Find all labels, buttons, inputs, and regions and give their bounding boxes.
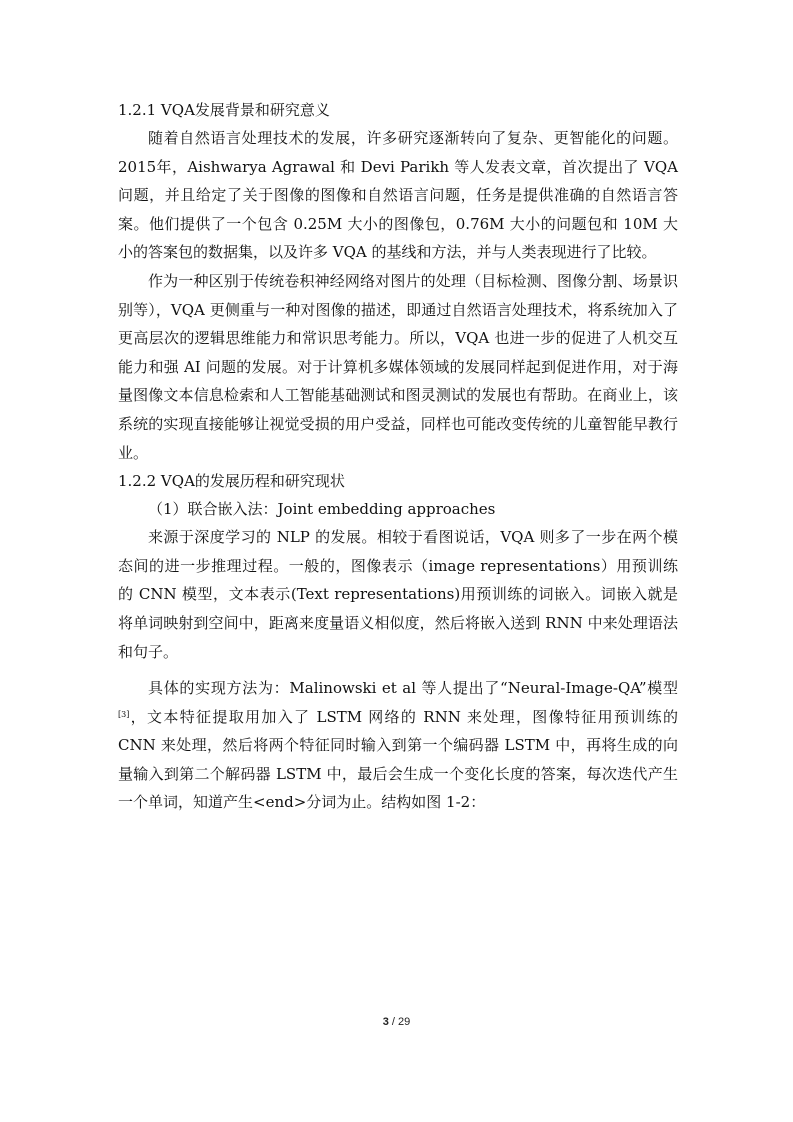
paragraph-gap xyxy=(118,666,678,674)
section-heading-1-2-1: 1.2.1 VQA发展背景和研究意义 xyxy=(118,101,330,119)
paragraph-implementation-lead: 具体的实现方法为：Malinowski et al 等人提出了“Neural-Image-QA”模型 xyxy=(148,679,678,698)
section-heading-1-2-2: 1.2.2 VQA的发展历程和研究现状 xyxy=(118,472,345,491)
current-page-number: 3 xyxy=(382,1016,389,1028)
paragraph-implementation xyxy=(118,674,678,817)
paragraph-joint-embedding: 来源于深度学习的 NLP 的发展。相较于看图说话，VQA 则多了一步在两个模态间的进一步推理过程。一般的，图像表示（image representations）用预训练的 CNN 模型，文本表示(Text representations)用预训练的词嵌入。词嵌入就是将单词映射到空间中，距离来度量语义相似度，然后将嵌入送到 RNN 中来处理语法和句子。 xyxy=(118,528,678,661)
paragraph-background-1: 随着自然语言处理技术的发展，许多研究逐渐转向了复杂、更智能化的问题。2015年，Aishwarya Agrawal 和 Devi Parikh 等人发表文章，首次提出了 VQA 问题，并且给定了关于图像的图像和自然语言问题，任务是提供准确的自然语言答案。他们提供了一个包含 0.25M 大小的图像包，0.76M 大小的问题包和 10M 大小的答案包的数据集，以及许多 VQA 的基线和方法，并与人类表现进行了比较。 xyxy=(118,129,678,262)
page-separator: / xyxy=(388,1016,399,1028)
sub-item-joint-embedding: （1）联合嵌入法：Joint embedding approaches xyxy=(148,500,496,519)
citation-reference[interactable]: [3] xyxy=(118,709,130,719)
page-footer xyxy=(0,1016,793,1028)
page-content xyxy=(118,96,678,817)
total-page-count: 29 xyxy=(398,1016,411,1028)
paragraph-background-2: 作为一种区别于传统卷积神经网络对图片的处理（目标检测、图像分割、场景识别等），VQA 更侧重与一种对图像的描述，即通过自然语言处理技术，将系统加入了更高层次的逻辑思维能力和常识思考能力。所以，VQA 也进一步的促进了人机交互能力和强 AI 问题的发展。对于计算机多媒体领域的发展同样起到促进作用，对于海量图像文本信息检索和人工智能基础测试和图灵测试的发展也有帮助。在商业上，该系统的实现直接能够让视觉受损的用户受益，同样也可能改变传统的儿童智能早教行业。 xyxy=(118,271,678,462)
paragraph-implementation-rest: ，文本特征提取用加入了 LSTM 网络的 RNN 来处理，图像特征用预训练的 CNN 来处理，然后将两个特征同时输入到第一个编码器 LSTM 中，再将生成的向量输入到第二个解码器 LSTM 中，最后会生成一个变化长度的答案，每次迭代产生一个单词，知道产生<end>分词为止。结构如图 1-2： xyxy=(118,707,678,812)
